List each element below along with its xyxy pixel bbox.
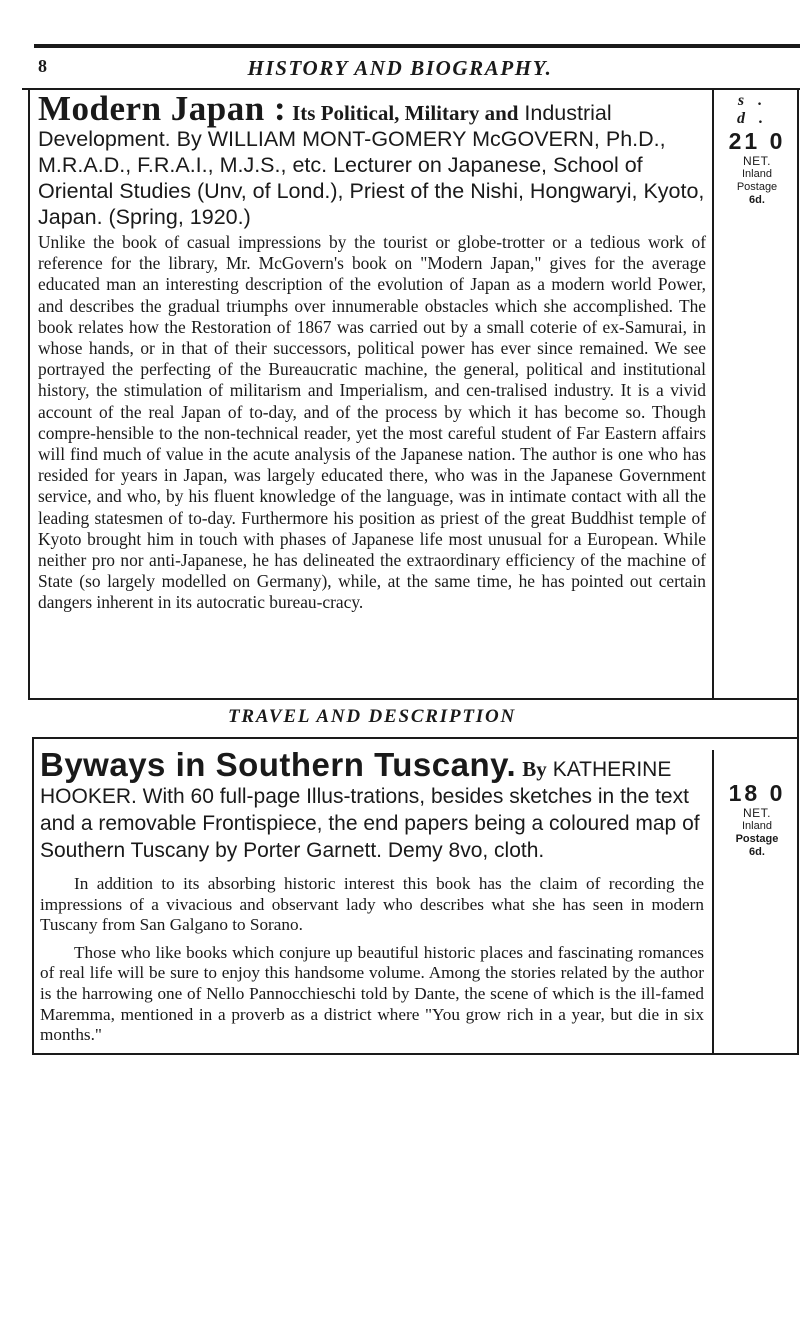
top-rule xyxy=(34,44,800,48)
book-title: Modern Japan : xyxy=(38,89,287,128)
bottom-rule xyxy=(32,1053,798,1055)
price-block-modern-japan xyxy=(716,92,798,207)
net-label: NET. xyxy=(742,806,771,820)
book-details: KATHERINE HOOKER. With 60 full-page Illus-trations, besides sketches in the text and a removable Frontispiece, the end papers being a coloured map of Southern Tuscany by Porter Garnett. Demy 8vo, cloth. xyxy=(40,758,700,862)
left-border xyxy=(28,88,30,698)
price-column-divider-2 xyxy=(712,750,714,1055)
entry-modern-japan xyxy=(38,89,706,614)
postage-line-2: Postage xyxy=(735,833,779,845)
price-block-byways-tuscany xyxy=(716,780,798,859)
postage-line-3: 6d. xyxy=(749,194,765,206)
price-amount: 21 0 xyxy=(728,128,786,154)
currency-label: s. d. xyxy=(737,92,777,127)
book-details-lead: By xyxy=(522,757,547,781)
book-description-2: Those who like books which conjure up beautiful historic places and fascinating romances of real life will be sure to enjoy this handsome volume. Among the stories related by the author is the harrowing one of Nello Pannocchieschi told by Dante, the scene of which is the ill-famed Maremma, mentioned in a proverb as a district where "You grow rich in a year, but die in six months." xyxy=(40,942,704,1045)
price-amount: 18 0 xyxy=(728,780,786,806)
book-description: Unlike the book of casual impressions by the tourist or globe-trotter or a tedious work of reference for the library, Mr. McGovern's book on "Modern Japan," gives for the average educated man an interesting description of the evolution of Japan as a modern world Power, and describes the gradual triumphs over innumerable obstacles which she accomplished. The book relates how the Restoration of 1867 was carried out by a small coterie of ex-Samurai, in whose hands, or in that of their successors, political power has ever since remained. We see portrayed the perfecting of the Bureaucratic machine, the general, political and institutional history, the stimulation of militarism and Imperialism, and cen-tralised industry. It is a vivid account of the real Japan of to-day, and of the process by which it has become so. Though compre-hensible to the non-technical reader, yet the most careful student of Far Eastern affairs will find much of value in the acute analysis of the Japanese nation. The author is one who has resided for years in Japan, was largely educated there, who was in the Japanese Government service, and who, by his fluent knowledge of the language, was in intimate contact with all the leading statesmen of to-day. Furthermore his position as priest of the great Buddhist temple of Kyoto brought him in touch with phases of Japanese life most unusual for a European. While neither pro nor anti-Japanese, he has delineated the extraordinary efficiency of the machine of State (so largely modelled on Germany), while, at the same time, he has pointed out certain dangers inherent in its autocratic bureau-cracy. xyxy=(38,232,706,613)
book-subtitle-lead: Its Political, Military and xyxy=(292,101,519,125)
section-rule-bottom xyxy=(32,737,798,739)
entry-byways-tuscany xyxy=(40,746,704,1046)
left-border-2 xyxy=(32,737,34,1055)
book-details: Industrial Development. By WILLIAM MONT-GOMERY McGOVERN, Ph.D., M.R.A.D., F.R.A.I., M.J.S., etc. Lecturer on Japanese, School of Oriental Studies (Unv, of Lond.), Priest of the Nishi, Hongwaryi, Kyoto, Japan. (Spring, 1920.) xyxy=(38,101,705,229)
postage-line-1: Inland xyxy=(742,168,772,180)
price-column-divider xyxy=(712,88,714,698)
page-number: 8 xyxy=(38,56,47,76)
spacer xyxy=(40,864,704,874)
section-rule-top xyxy=(28,698,798,700)
net-label: NET. xyxy=(742,154,771,168)
book-description-1: In addition to its absorbing historic interest this book has the claim of recording the impressions of a vivacious and observant lady who describes what she has seen in modern Tuscany from San Galgano to Sorano. xyxy=(40,874,704,935)
postage-line-1: Inland xyxy=(742,820,772,832)
section-heading: TRAVEL AND DESCRIPTION xyxy=(227,706,517,727)
entry-heading xyxy=(38,89,706,230)
entry-heading xyxy=(40,746,704,864)
postage-line-3: 6d. xyxy=(749,846,765,858)
running-head: HISTORY AND BIOGRAPHY. xyxy=(247,56,553,80)
book-title: Byways in Southern Tuscany. xyxy=(40,746,517,783)
postage-line-2: Postage xyxy=(736,181,778,193)
